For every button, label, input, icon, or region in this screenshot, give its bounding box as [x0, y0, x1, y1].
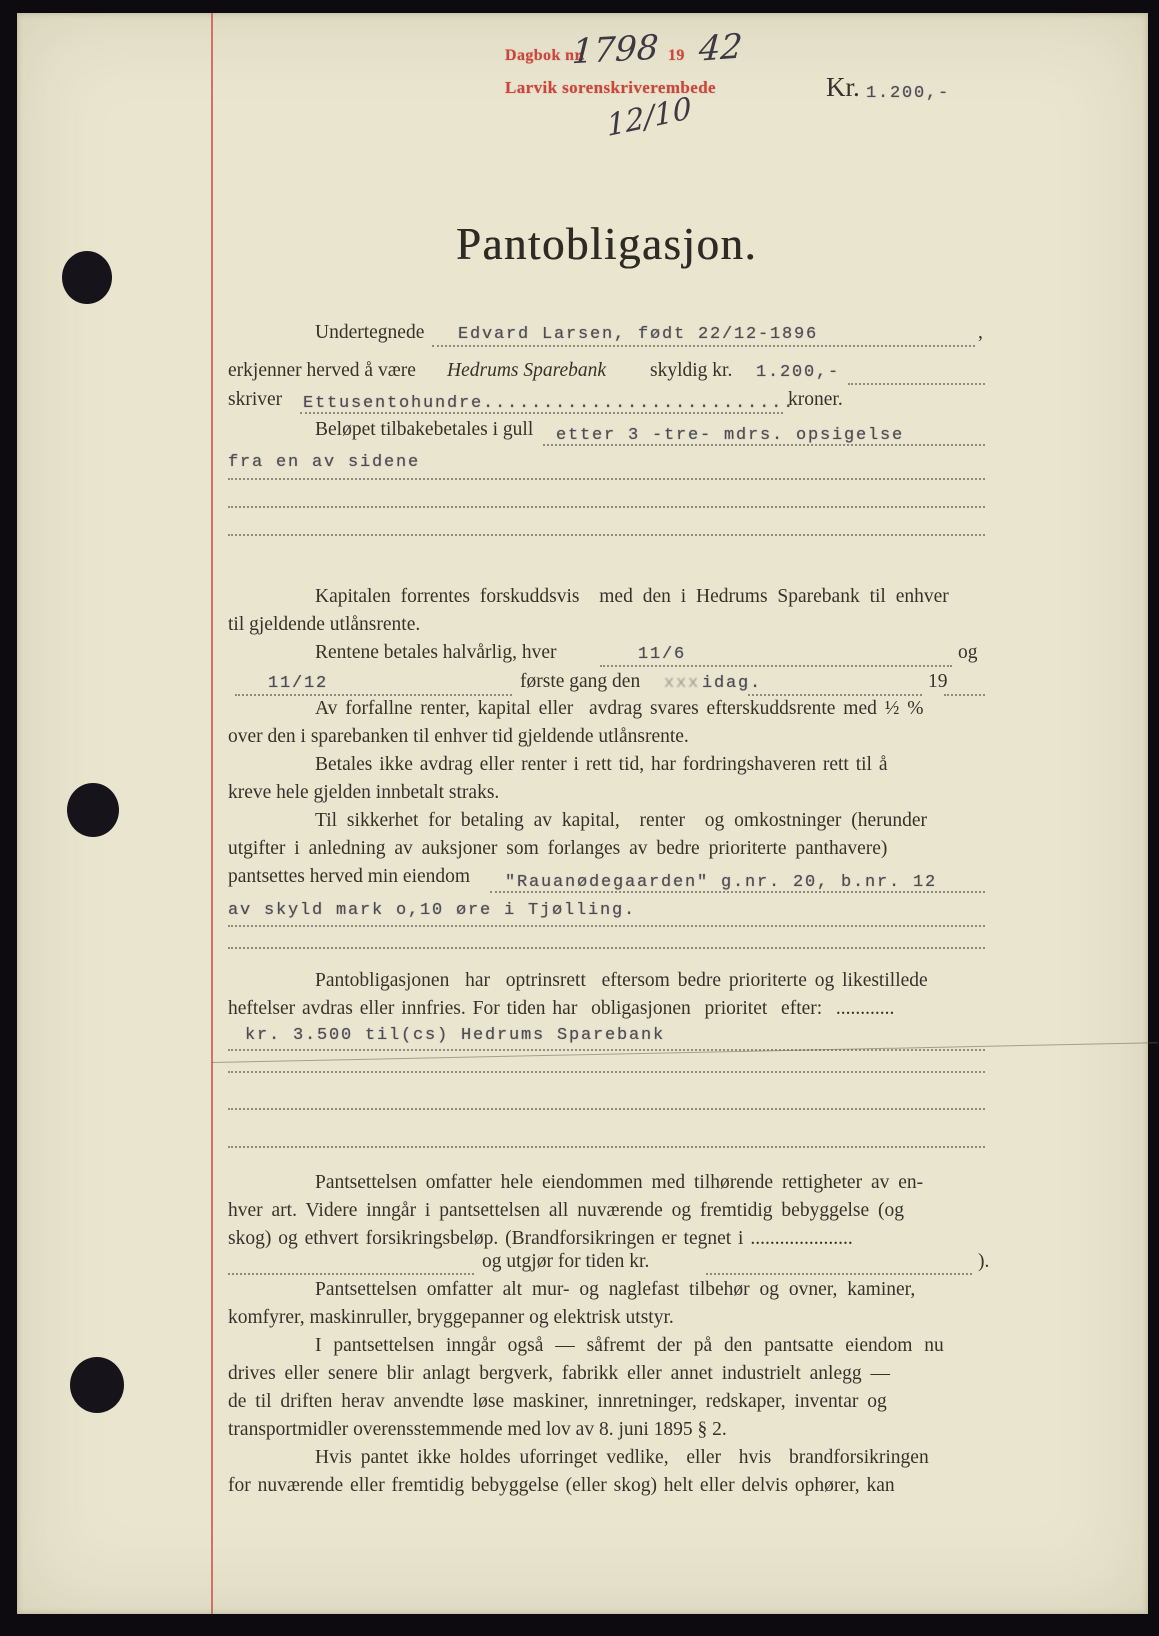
dotted-rule — [228, 925, 985, 927]
typewritten-fill: 11/6 — [638, 645, 687, 664]
printed-text-line: første gang den — [520, 671, 641, 692]
dotted-rule — [228, 947, 985, 949]
printed-text-line: I pantsettelsen inngår også — såfremt der på den pantsatte eiendom nu — [315, 1335, 944, 1356]
printed-text-line: og utgjør for tiden kr. — [482, 1251, 650, 1272]
dotted-rule — [944, 694, 985, 696]
printed-text-line: kreve hele gjelden innbetalt straks. — [228, 782, 500, 803]
currency-label: Kr. — [826, 72, 860, 102]
dotted-rule — [235, 694, 512, 696]
printed-text-line: de til driften herav anvendte løse maskiner, innretninger, redskaper, inventar og — [228, 1391, 887, 1412]
printed-text-line: Av forfallne renter, kapital eller avdrag svares efterskuddsrente med ½ % — [315, 698, 924, 719]
dotted-rule — [228, 1146, 985, 1148]
printed-text-line: Betales ikke avdrag eller renter i rett tid, har fordringshaveren rett til å — [315, 754, 888, 775]
dotted-rule — [228, 534, 985, 536]
dotted-rule — [543, 444, 985, 446]
dotted-rule — [300, 412, 783, 414]
printed-text-line: ). — [978, 1251, 990, 1272]
dotted-rule — [432, 345, 975, 347]
printed-text-line: Beløpet tilbakebetales i gull — [315, 419, 534, 440]
journal-number-handwritten: 1798 — [571, 27, 660, 73]
dotted-rule — [228, 1071, 985, 1073]
dotted-rule — [228, 478, 985, 480]
printed-text-line: hver art. Videre inngår i pantsettelsen all nuværende og fremtidig bebyggelse (og — [228, 1200, 905, 1221]
typewritten-fill: "Rauanødegaarden" g.nr. 20, b.nr. 12 — [505, 873, 938, 892]
printed-text-line: Rentene betales halvårlig, hver — [315, 642, 557, 663]
typewritten-fill: 1.200,- — [756, 363, 841, 382]
printed-text-line: drives eller senere blir anlagt bergverk, fabrikk eller annet industrielt anlegg — — [228, 1363, 890, 1384]
dotted-rule — [706, 1273, 972, 1275]
printed-text-line: Undertegnede — [315, 322, 425, 343]
year-prefix-stamp: 19 — [668, 47, 685, 64]
dotted-rule — [490, 891, 985, 893]
printed-text-line: over den i sparebanken til enhver tid gjeldende utlånsrente. — [228, 726, 689, 747]
amount-value: 1.200,- — [866, 84, 951, 103]
dotted-rule — [228, 1108, 985, 1110]
printed-text-line: komfyrer, maskinruller, bryggepanner og elektrisk utstyr. — [228, 1307, 674, 1328]
dotted-rule — [600, 665, 952, 667]
document-title: Pantobligasjon. — [455, 219, 758, 269]
typewritten-fill: kr. 3.500 til(cs) Hedrums Sparebank — [245, 1026, 666, 1045]
printed-text-line: Pantsettelsen omfatter hele eiendommen med tilhørende rettigheter av en- — [315, 1172, 924, 1193]
printed-text-line: skog) og ethvert forsikringsbeløp. (Brandforsikringen er tegnet i ..................... — [228, 1228, 853, 1249]
printed-text-line: erkjenner herved å være — [228, 360, 416, 381]
printed-text-line: og — [958, 642, 978, 663]
printed-text-line: skriver — [228, 389, 283, 410]
typewritten-fill: xxx — [664, 674, 701, 693]
printed-text-line: transportmidler overensstemmende med lov av 8. juni 1895 § 2. — [228, 1419, 727, 1440]
printed-text-line: Til sikkerhet for betaling av kapital, renter og omkostninger (herunder — [315, 810, 928, 831]
office-stamp: Larvik sorenskriverembede — [505, 78, 716, 97]
printed-text-line: for nuværende eller fremtidig bebyggelse (eller skog) helt eller delvis ophører, kan — [228, 1475, 895, 1496]
typewritten-fill: etter 3 -tre- mdrs. opsigelse — [556, 426, 905, 445]
handwritten-date: 12/10 — [605, 90, 693, 145]
dotted-rule — [848, 383, 985, 385]
printed-text-line: Pantobligasjonen har optrinsrett eftersom bedre prioriterte og likestillede — [315, 970, 928, 991]
printed-text-line: , — [978, 322, 983, 343]
typewritten-fill: idag. — [702, 674, 763, 693]
typewritten-fill: Ettusentohundre.......................... — [303, 394, 796, 413]
typewritten-fill: fra en av sidene — [228, 453, 421, 472]
printed-text-line: Pantsettelsen omfatter alt mur- og naglefast tilbehør og ovner, kaminer, — [315, 1279, 916, 1300]
printed-text-line: Kapitalen forrentes forskuddsvis med den i Hedrums Sparebank til enhver — [315, 586, 949, 607]
printed-text-line: heftelser avdras eller innfries. For tiden har obligasjonen prioritet efter: ............ — [228, 998, 895, 1019]
dotted-rule — [228, 1049, 985, 1051]
printed-text-line: utgifter i anledning av auksjoner som forlanges av bedre prioriterte panthavere) — [228, 838, 888, 859]
dotted-rule — [748, 694, 922, 696]
dotted-rule — [228, 1273, 474, 1275]
typewritten-fill: Edvard Larsen, født 22/12-1896 — [458, 325, 819, 344]
printed-text-line: Hvis pantet ikke holdes uforringet vedlike, eller hvis brandforsikringen — [315, 1447, 929, 1468]
typewritten-fill: 11/12 — [268, 674, 329, 693]
printed-text-line: 19 — [928, 671, 948, 692]
printed-text-line: til gjeldende utlånsrente. — [228, 614, 421, 635]
printed-text-line: skyldig kr. — [650, 360, 733, 381]
typewritten-fill: av skyld mark o,10 øre i Tjølling. — [228, 901, 637, 920]
printed-text-line: kroner. — [788, 389, 843, 410]
dotted-rule — [228, 506, 985, 508]
printed-text-line: pantsettes herved min eiendom — [228, 866, 471, 887]
printed-text-line: Hedrums Sparebank — [447, 360, 607, 381]
journal-stamp-label: Dagbok nr. — [505, 47, 585, 64]
year-suffix-handwritten: 42 — [697, 26, 744, 70]
